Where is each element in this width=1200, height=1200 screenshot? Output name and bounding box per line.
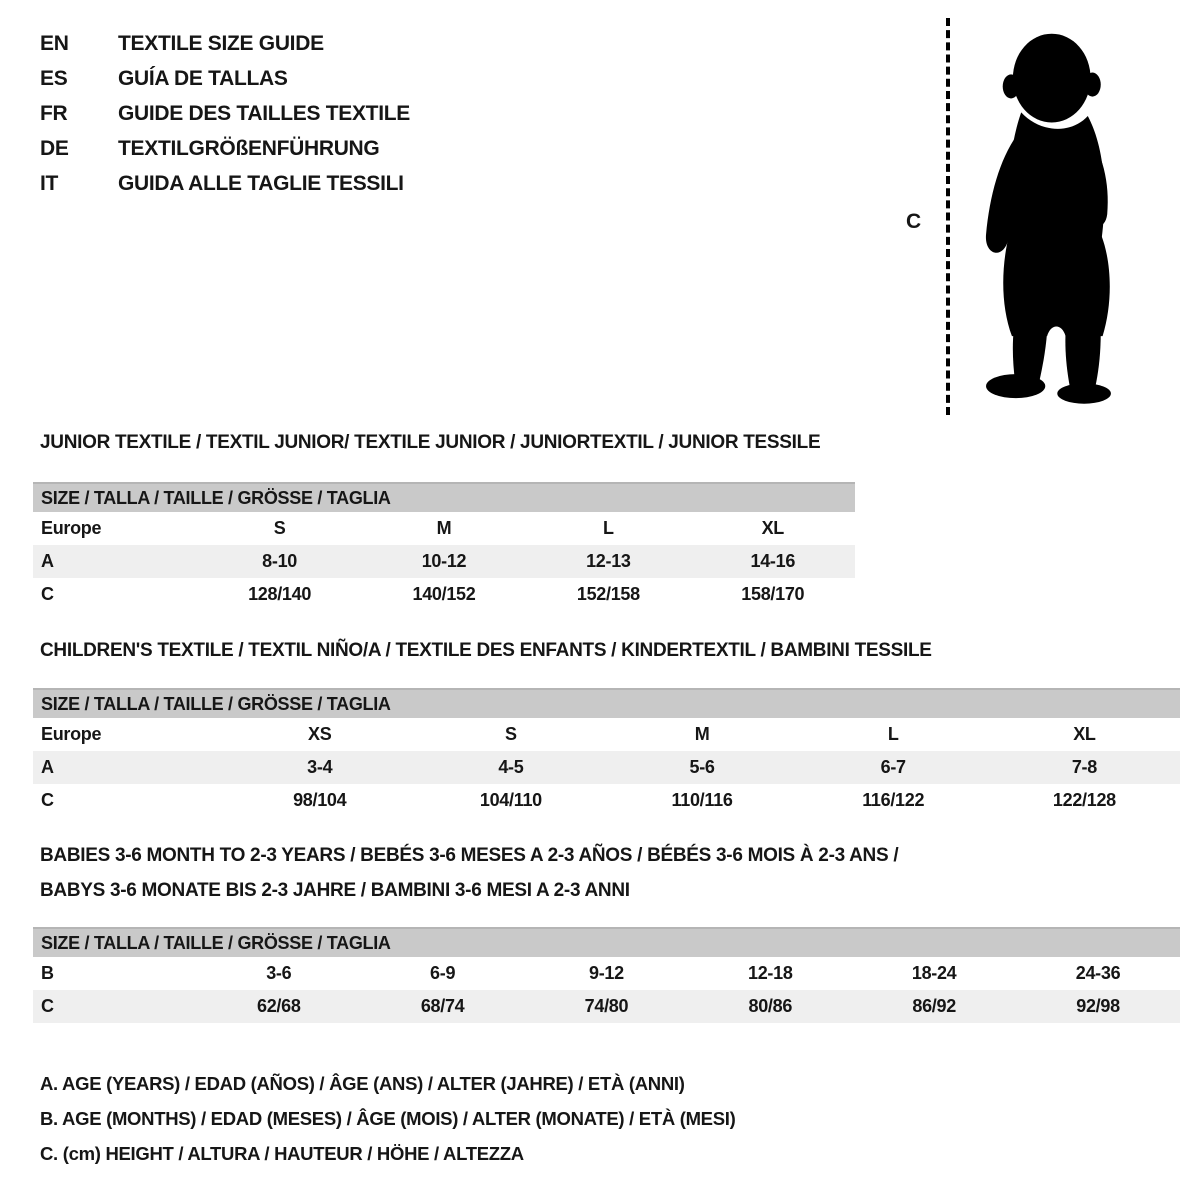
height-label-c: C [906,210,921,233]
language-row [40,26,410,61]
language-code: ES [40,66,68,90]
toddler-silhouette-icon [962,12,1147,418]
row-label: A [41,757,54,777]
row-label: B [41,963,54,983]
table-cell: M [694,724,710,744]
section-heading-babies [40,845,898,902]
table-cell: 10-12 [421,551,467,571]
table-row [33,990,1180,1023]
table-row [33,512,855,545]
table-cell: S [505,724,517,744]
table-cell: 14-16 [750,551,796,571]
table-cell: 116/122 [862,790,925,810]
row-label: C [41,584,54,604]
section-heading-junior: JUNIOR TEXTILE / TEXTIL JUNIOR/ TEXTILE JUNIOR / JUNIORTEXTIL / JUNIOR TESSILE [40,432,821,453]
language-title: GUIDA ALLE TAGLIE TESSILI [118,171,404,195]
language-code: EN [40,31,69,55]
table-cell: 12-18 [748,963,793,983]
legend [40,1066,735,1171]
table-cell: 7-8 [1071,757,1097,777]
legend-line-b: B. AGE (MONTHS) / EDAD (MESES) / ÂGE (MOIS) / ALTER (MONATE) / ETÀ (MESI) [40,1108,736,1129]
table-row [33,718,1180,751]
table-cell: 6-9 [430,963,456,983]
language-title: GUIDE DES TAILLES TEXTILE [118,101,410,125]
language-row [40,61,410,96]
table-cell: 92/98 [1076,996,1120,1016]
table-cell: XL [761,518,784,538]
legend-line-c: C. (cm) HEIGHT / ALTURA / HAUTEUR / HÖHE / ALTEZZA [40,1143,524,1164]
table-cell: 5-6 [689,757,715,777]
table-row [33,751,1180,784]
language-code: IT [40,171,59,195]
table-cell: 12-13 [586,551,631,571]
row-label: C [41,790,54,810]
table-cell: 24-36 [1075,963,1121,983]
children-size-table [33,688,1180,817]
legend-line-a: A. AGE (YEARS) / EDAD (AÑOS) / ÂGE (ANS) / ALTER (JAHRE) / ETÀ (ANNI) [40,1073,685,1094]
language-list [40,26,410,201]
table-cell: 140/152 [412,584,476,604]
table-cell: 98/104 [293,790,347,810]
table-cell: 158/170 [741,584,805,604]
table-row [33,957,1180,990]
junior-size-table [33,482,855,611]
table-cell: 122/128 [1052,790,1116,810]
row-label: C [41,996,54,1016]
table-cell: 104/110 [479,790,542,810]
section-heading-children: CHILDREN'S TEXTILE / TEXTIL NIÑO/A / TEXTILE DES ENFANTS / KINDERTEXTIL / BAMBINI TESSILE [40,640,932,661]
table-cell: 152/158 [576,584,640,604]
language-row [40,96,410,131]
table-cell: 9-12 [589,963,624,983]
table-cell: 110/116 [671,790,733,810]
row-label: Europe [41,724,102,744]
language-title: TEXTILGRÖßENFÜHRUNG [118,136,380,160]
table-cell: 74/80 [584,996,629,1016]
babies-heading-line2: BABYS 3-6 MONATE BIS 2-3 JAHRE / BAMBINI 3-6 MESI A 2-3 ANNI [40,880,630,901]
table-cell: 62/68 [256,996,301,1016]
babies-heading-line1: BABIES 3-6 MONTH TO 2-3 YEARS / BEBÉS 3-6 MESES A 2-3 AÑOS / BÉBÉS 3-6 MOIS À 2-3 ANS / [40,845,899,866]
table-row [33,578,855,611]
table-cell: 80/86 [748,996,793,1016]
table-cell: 18-24 [911,963,957,983]
babies-size-table [33,927,1180,1023]
table-cell: 4-5 [498,757,524,777]
row-label: Europe [41,518,102,538]
language-code: DE [40,136,69,160]
table-cell: M [436,518,452,538]
babies-table-wrap [33,927,1180,1023]
language-title: TEXTILE SIZE GUIDE [118,31,324,55]
table-cell: XL [1073,724,1096,744]
table-cell: S [273,518,286,538]
size-header: SIZE / TALLA / TAILLE / GRÖSSE / TAGLIA [33,928,1180,957]
language-row [40,131,410,166]
table-cell: L [603,518,614,538]
table-cell: 3-6 [266,963,292,983]
language-row [40,166,410,201]
row-label: A [41,551,54,571]
language-title: GUÍA DE TALLAS [118,66,288,90]
height-measure-line [946,18,950,415]
table-cell: 68/74 [420,996,465,1016]
table-cell: L [887,724,899,744]
table-row [33,784,1180,817]
table-cell: 3-4 [307,757,333,777]
table-cell: 8-10 [262,551,297,571]
table-cell: XS [308,724,332,744]
size-header: SIZE / TALLA / TAILLE / GRÖSSE / TAGLIA [33,483,855,512]
junior-table-wrap [33,482,855,611]
size-header: SIZE / TALLA / TAILLE / GRÖSSE / TAGLIA [33,689,1180,718]
children-table-wrap [33,688,1180,817]
table-cell: 86/92 [912,996,956,1016]
language-code: FR [40,101,68,125]
table-cell: 6-7 [880,757,906,777]
table-cell: 128/140 [248,584,312,604]
table-row [33,545,855,578]
